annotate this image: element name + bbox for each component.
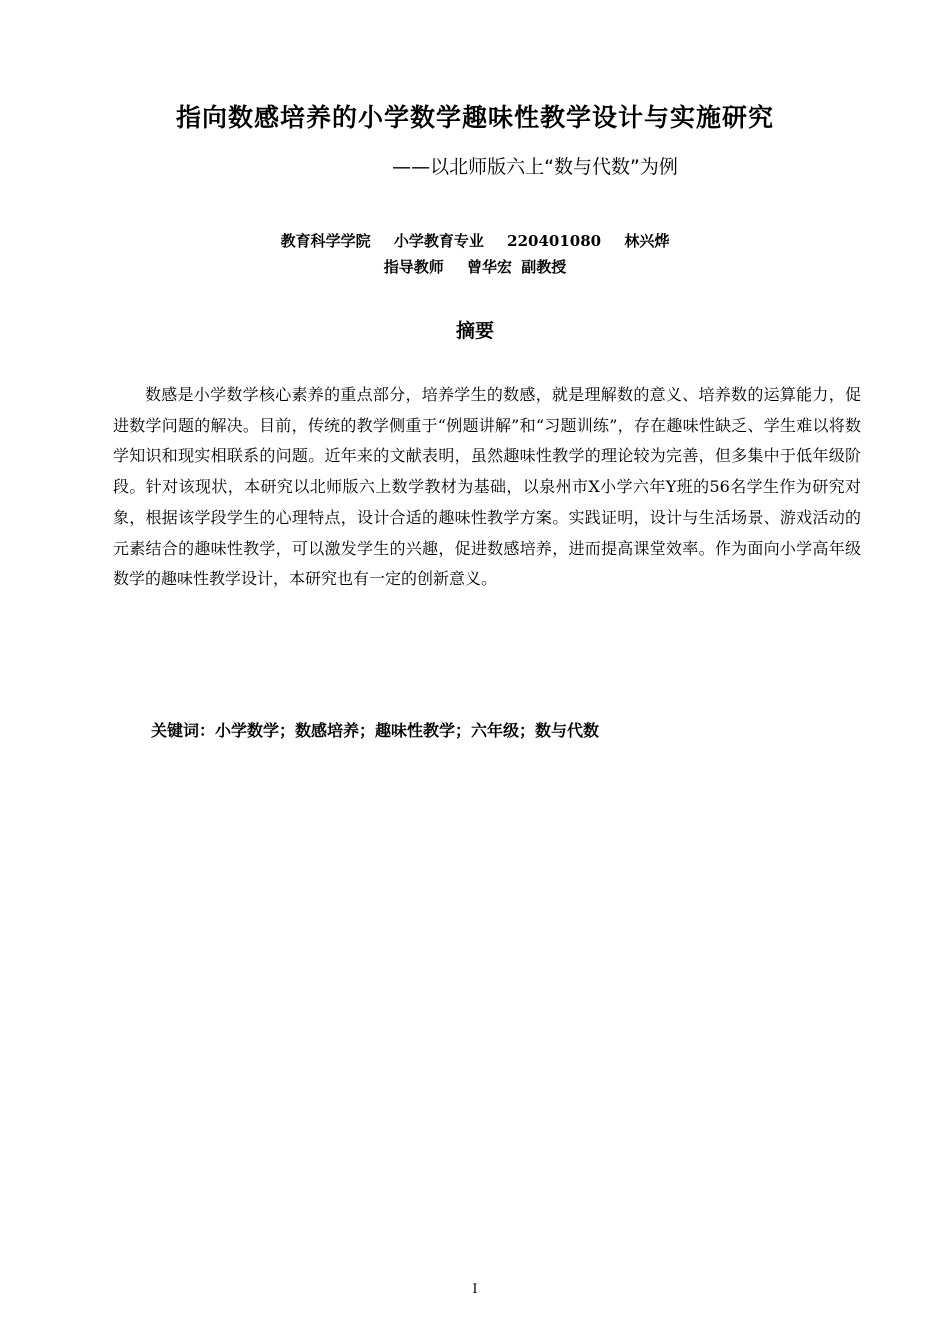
advisor-info-line [0,256,950,277]
advisor-title: 副教授 [521,258,567,276]
advisor-name: 曾华宏 [466,258,512,276]
abstract-heading: 摘要 [455,320,494,342]
author-info-line [0,230,950,251]
author-name: 林兴烨 [624,232,670,250]
abstract-body: 数感是小学数学核心素养的重点部分，培养学生的数感，就是理解数的意义、培养数的运算能力，促进数学问题的解决。目前，传统的教学侧重于“例题讲解”和“习题训练”，存在趣味性缺乏、学生难以将数学知识和现实相联系的问题。近年来的文献表明，虽然趣味性教学的理论较为完善，但多集中于低年级阶段。针对该现状，本研究以北师版六上数学教材为基础，以泉州市X小学六年Y班的56名学生作为研究对象，根据该学段学生的心理特点，设计合适的趣味性教学方案。实践证明，设计与生活场景、游戏活动的元素结合的趣味性教学，可以激发学生的兴趣，促进数感培养，进而提高课堂效率。作为面向小学高年级数学的趣味性教学设计，本研究也有一定的创新意义。 [113,385,861,589]
page-number: I [472,1282,478,1297]
college: 教育科学学院 [280,232,371,250]
advisor-label: 指导教师 [383,258,444,276]
paper-title: 指向数感培养的小学数学趣味性教学设计与实施研究 [175,103,774,132]
keywords: 关键词：小学数学；数感培养；趣味性教学；六年级；数与代数 [151,721,600,740]
paper-subtitle: ——以北师版六上“数与代数”为例 [392,156,678,178]
student-id: 220401080 [507,232,602,250]
major: 小学教育专业 [393,232,484,250]
